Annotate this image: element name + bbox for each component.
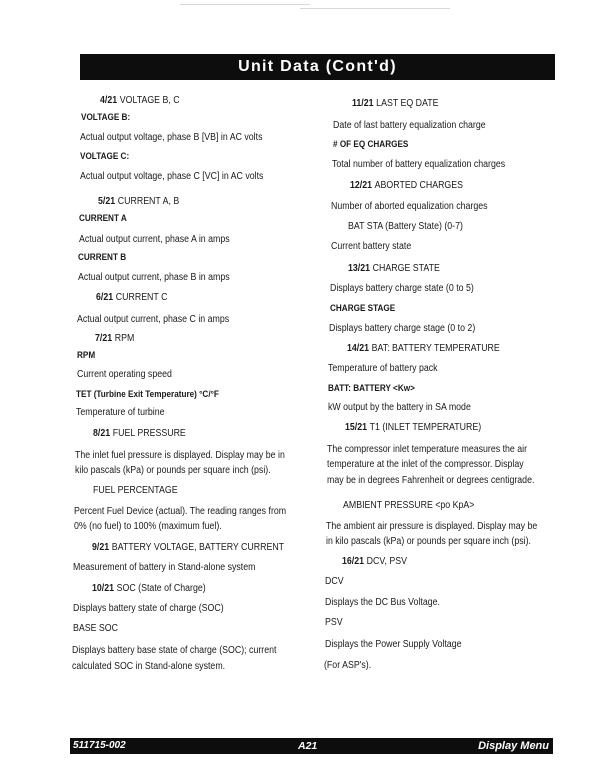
screen-heading bbox=[95, 333, 134, 345]
field-description: in kilo pascals (kPa) or pounds per square inch (psi). bbox=[326, 536, 531, 547]
field-description: kilo pascals (kPa) or pounds per square inch (psi). bbox=[75, 465, 271, 476]
field-description: Displays battery base state of charge (SOC); current bbox=[72, 645, 277, 656]
screen-title: VOLTAGE B, C bbox=[119, 95, 180, 106]
field-label: # OF EQ CHARGES bbox=[333, 139, 409, 150]
field-description: temperature at the inlet of the compressor. Display bbox=[327, 459, 524, 470]
field-label: RPM bbox=[77, 350, 96, 361]
field-description: 0% (no fuel) to 100% (maximum fuel). bbox=[74, 521, 222, 532]
field-description: Displays battery state of charge (SOC) bbox=[73, 603, 224, 614]
field-description: Actual output voltage, phase C [VC] in AC volts bbox=[80, 171, 264, 182]
field-description: may be in degrees Fahrenheit or degrees centigrade. bbox=[327, 475, 535, 486]
field-description: Temperature of battery pack bbox=[328, 363, 438, 374]
screen-title: T1 (INLET TEMPERATURE) bbox=[369, 422, 482, 433]
field-description: The inlet fuel pressure is displayed. Display may be in bbox=[75, 450, 285, 461]
screen-number: 13/21 bbox=[348, 263, 371, 274]
field-description: The ambient air pressure is displayed. Display may be bbox=[326, 521, 538, 532]
field-description: Displays battery charge state (0 to 5) bbox=[330, 283, 474, 294]
screen-title: RPM bbox=[114, 333, 135, 344]
field-description: kW output by the battery in SA mode bbox=[328, 402, 471, 413]
document-number: 511715-002 bbox=[73, 740, 126, 751]
screen-number: 7/21 bbox=[95, 333, 113, 344]
field-description: Current battery state bbox=[331, 241, 412, 252]
screen-heading bbox=[345, 422, 481, 434]
field-description: Actual output current, phase B in amps bbox=[78, 272, 230, 283]
field-description: (For ASP's). bbox=[324, 660, 372, 671]
screen-number: 9/21 bbox=[92, 542, 110, 553]
field-label: CURRENT A bbox=[79, 213, 127, 224]
field-label: BASE SOC bbox=[73, 623, 119, 634]
screen-title: SOC (State of Charge) bbox=[116, 583, 206, 594]
screen-heading bbox=[352, 98, 438, 110]
field-description: calculated SOC in Stand-alone system. bbox=[72, 661, 226, 672]
screen-title: DCV, PSV bbox=[366, 556, 407, 567]
field-description: Measurement of battery in Stand-alone system bbox=[73, 562, 256, 573]
screen-heading bbox=[93, 428, 186, 440]
field-description: The compressor inlet temperature measures the air bbox=[327, 444, 528, 455]
field-label: VOLTAGE C: bbox=[80, 151, 130, 162]
screen-title: FUEL PRESSURE bbox=[112, 428, 186, 439]
field-label: TET (Turbine Exit Temperature) °C/°F bbox=[76, 389, 219, 400]
screen-number: 4/21 bbox=[100, 95, 118, 106]
screen-title: BAT: BATTERY TEMPERATURE bbox=[371, 343, 500, 354]
screen-number: 5/21 bbox=[98, 196, 116, 207]
screen-number: 6/21 bbox=[96, 292, 114, 303]
screen-heading bbox=[348, 263, 440, 275]
screen-heading bbox=[342, 556, 407, 568]
page-title: Unit Data (Cont'd) bbox=[238, 58, 397, 75]
screen-number: 14/21 bbox=[347, 343, 370, 354]
screen-number: 8/21 bbox=[93, 428, 111, 439]
screen-title: ABORTED CHARGES bbox=[374, 180, 464, 191]
screen-title: CURRENT C bbox=[115, 292, 168, 303]
screen-heading bbox=[100, 95, 180, 107]
screen-title: LAST EQ DATE bbox=[376, 98, 439, 109]
screen-heading bbox=[92, 542, 284, 554]
field-subheading: FUEL PERCENTAGE bbox=[93, 485, 178, 496]
screen-heading bbox=[350, 180, 463, 192]
screen-heading bbox=[347, 343, 500, 355]
field-description: Actual output current, phase A in amps bbox=[79, 234, 230, 245]
screen-heading bbox=[96, 292, 167, 304]
page-number: A21 bbox=[298, 740, 318, 752]
field-description: Actual output voltage, phase B [VB] in AC volts bbox=[80, 132, 263, 143]
screen-title: BATTERY VOLTAGE, BATTERY CURRENT bbox=[111, 542, 285, 553]
field-label: CURRENT B bbox=[78, 252, 127, 263]
field-description: Percent Fuel Device (actual). The reading ranges from bbox=[74, 506, 287, 517]
screen-number: 16/21 bbox=[342, 556, 365, 567]
page-footer-bar bbox=[70, 738, 553, 754]
screen-number: 15/21 bbox=[345, 422, 368, 433]
field-description: Temperature of turbine bbox=[76, 407, 165, 418]
field-label: PSV bbox=[325, 617, 343, 628]
screen-heading bbox=[98, 196, 179, 208]
field-subheading: AMBIENT PRESSURE <po KpA> bbox=[343, 500, 475, 511]
section-header-bar bbox=[80, 54, 555, 80]
field-label: CHARGE STAGE bbox=[330, 303, 396, 314]
field-description: Actual output current, phase C in amps bbox=[77, 314, 230, 325]
scan-line bbox=[300, 8, 450, 9]
screen-number: 12/21 bbox=[350, 180, 373, 191]
screen-title: CURRENT A, B bbox=[117, 196, 180, 207]
screen-heading bbox=[92, 583, 206, 595]
field-label: VOLTAGE B: bbox=[81, 112, 131, 123]
field-description: Number of aborted equalization charges bbox=[331, 201, 488, 212]
screen-number: 11/21 bbox=[352, 98, 374, 109]
screen-title: CHARGE STATE bbox=[372, 263, 440, 274]
field-description: Displays battery charge stage (0 to 2) bbox=[329, 323, 476, 334]
screen-number: 10/21 bbox=[92, 583, 115, 594]
field-label: DCV bbox=[325, 576, 344, 587]
section-name: Display Menu bbox=[478, 740, 549, 752]
field-description: Current operating speed bbox=[77, 369, 172, 380]
field-label: BATT: BATTERY <Kw> bbox=[328, 383, 415, 394]
field-subheading: BAT STA (Battery State) (0-7) bbox=[348, 221, 463, 232]
field-description: Date of last battery equalization charge bbox=[333, 120, 486, 131]
field-description: Displays the DC Bus Voltage. bbox=[325, 597, 440, 608]
field-description: Total number of battery equalization charges bbox=[332, 159, 506, 170]
scan-line bbox=[180, 4, 310, 5]
field-description: Displays the Power Supply Voltage bbox=[325, 639, 462, 650]
